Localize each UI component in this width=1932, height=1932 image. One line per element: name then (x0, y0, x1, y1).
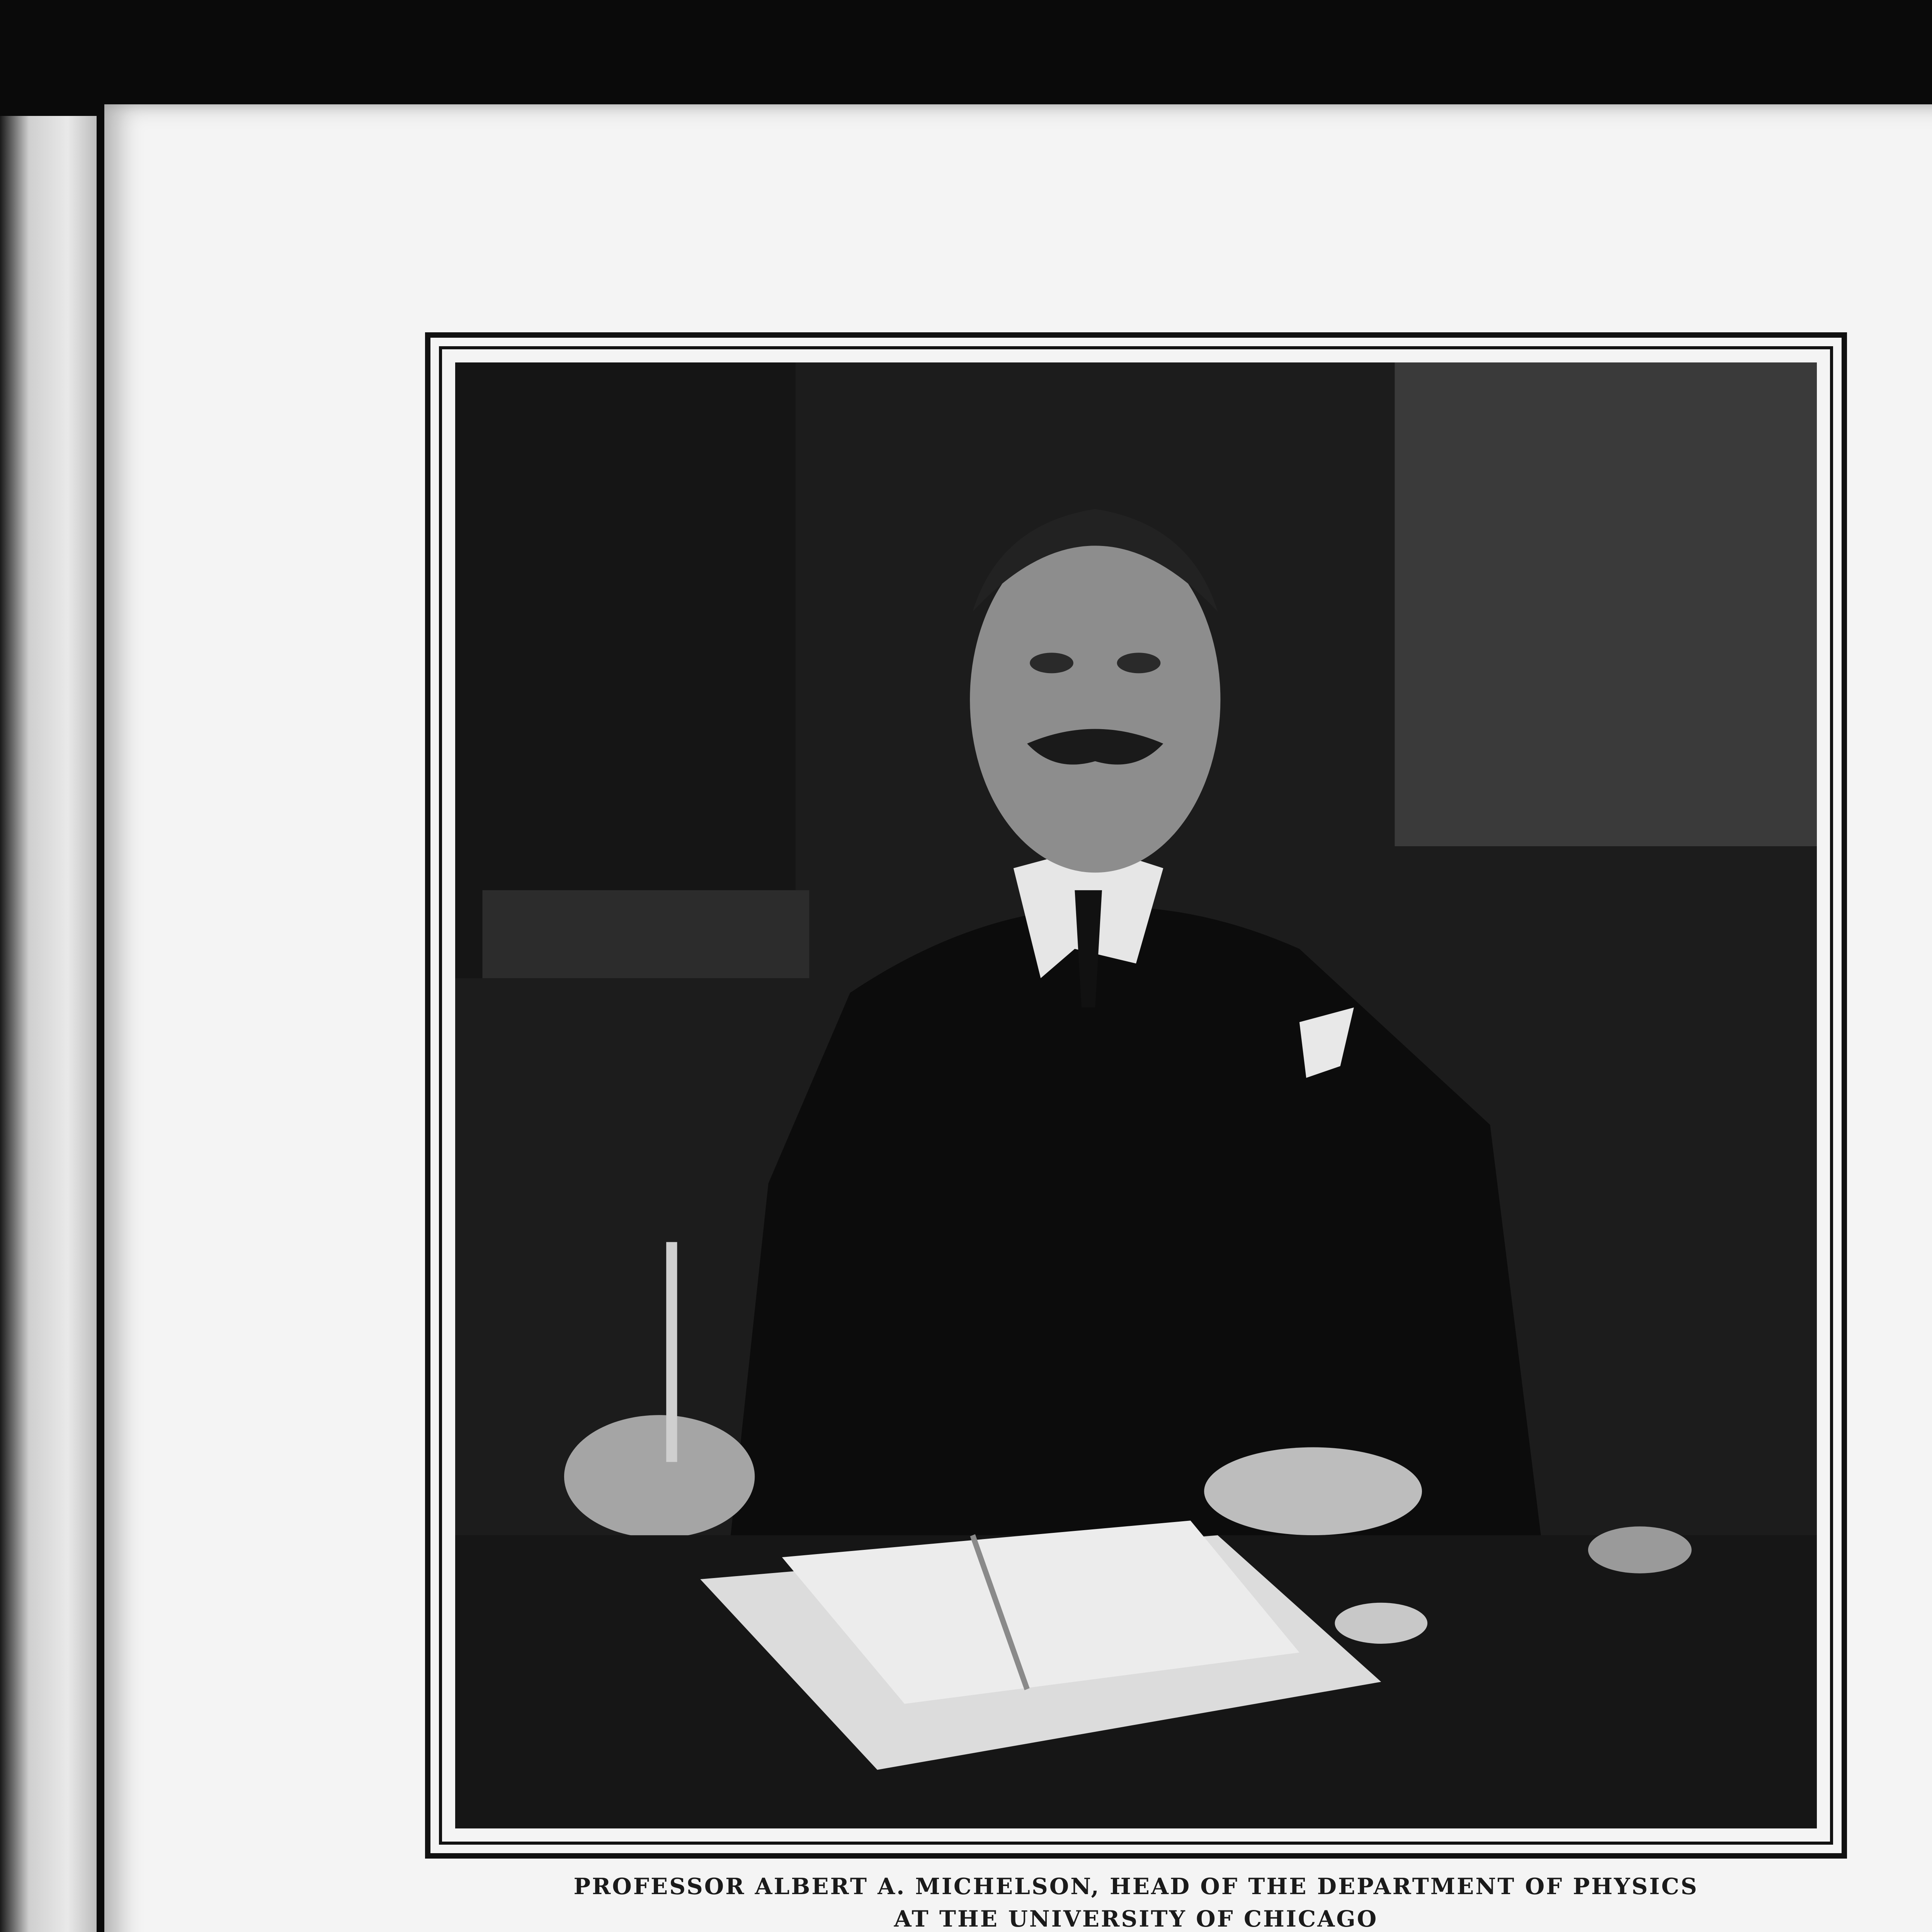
magazine-page (104, 104, 1932, 1932)
facing-page-edge (0, 116, 97, 1932)
caption-line-2: AT THE UNIVERSITY OF CHICAGO (894, 1906, 1378, 1932)
portrait-illustration (455, 362, 1817, 1828)
photo-caption (425, 1870, 1847, 1932)
caption-line-1: PROFESSOR ALBERT A. MICHELSON, HEAD OF THE DEPARTMENT OF PHYSICS (573, 1873, 1699, 1900)
portrait-photo (455, 362, 1817, 1828)
portrait-photo-frame (425, 332, 1847, 1859)
